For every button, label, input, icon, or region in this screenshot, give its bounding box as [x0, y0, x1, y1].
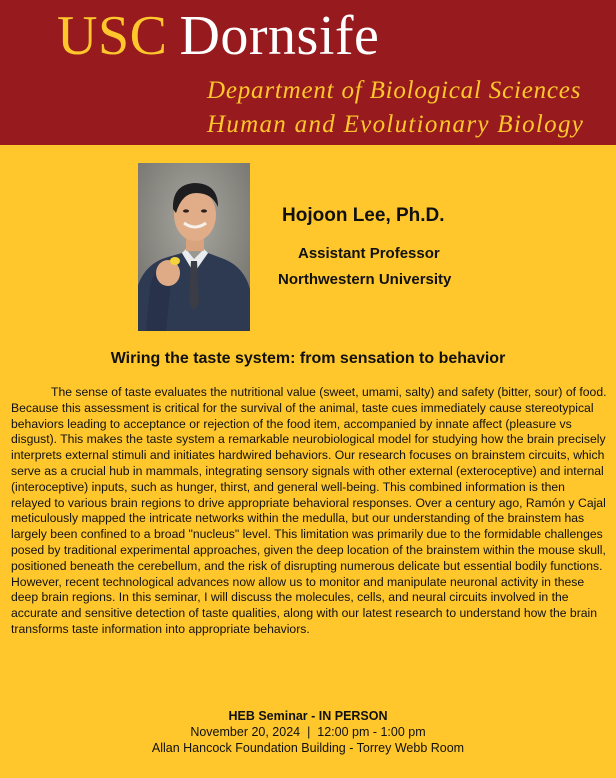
event-date-time: November 20, 2024 | 12:00 pm - 1:00 pm: [190, 725, 426, 739]
event-label: HEB Seminar - IN PERSON: [228, 709, 388, 723]
talk-title: Wiring the taste system: from sensation to behavior: [110, 350, 506, 367]
speaker-title: Assistant Professor: [298, 245, 440, 262]
speaker-affiliation: Northwestern University: [278, 271, 452, 288]
event-location: Allan Hancock Foundation Building - Torrey Webb Room: [151, 741, 465, 755]
brand-usc: USC: [57, 5, 168, 67]
speaker-name: Hojoon Lee, Ph.D.: [282, 205, 445, 226]
usc-dornsife-wordmark: [57, 4, 379, 68]
department-name: Department of Biological Sciences: [207, 77, 582, 104]
speaker-photo: [138, 163, 250, 331]
brand-dornsife: Dornsife: [179, 5, 380, 67]
program-name: Human and Evolutionary Biology: [207, 111, 585, 138]
header-banner: [0, 0, 616, 145]
talk-abstract: The sense of taste evaluates the nutritional value (sweet, umami, salty) and safety (bitter, sour) of food. Because this assessment is critical for the survival of the animal, taste cues immediately cause stereotypical behaviors leading to acceptance or rejection of the food item, accompanied by innate affect (pleasure vs disgust). This makes the taste system a remarkable neurobiological model for studying how the brain precisely interprets external stimuli and initiates hardwired behaviors. Our research focuses on brainstem circuits, which serve as a crucial hub in mammals, integrating sensory signals with other external (exteroceptive) and internal (interoceptive) inputs, such as hunger, thirst, and general well-being. This combined information is then relayed to various brain regions to drive appropriate behavioral responses. Over a century ago, Ramón y Cajal meticulously mapped the intricate networks within the medulla, but our understanding of the brainstem has largely been confined to a broad "nucleus" level. This limitation was primarily due to the formidable challenges posed by traditional experimental approaches, given the deep location of the brainstem within the mouse skull, positioned beneath the cerebellum, and the risk of disrupting numerous delicate but essential bodily functions. However, recent technological advances now allow us to monitor and manipulate neuronal activity in these deep brain regions. In this seminar, I will discuss the molecules, cells, and neural circuits involved in the accurate and sensitive detection of taste qualities, along with our latest research to understand how the brain transforms taste information into appropriate behaviors.: [11, 385, 607, 636]
